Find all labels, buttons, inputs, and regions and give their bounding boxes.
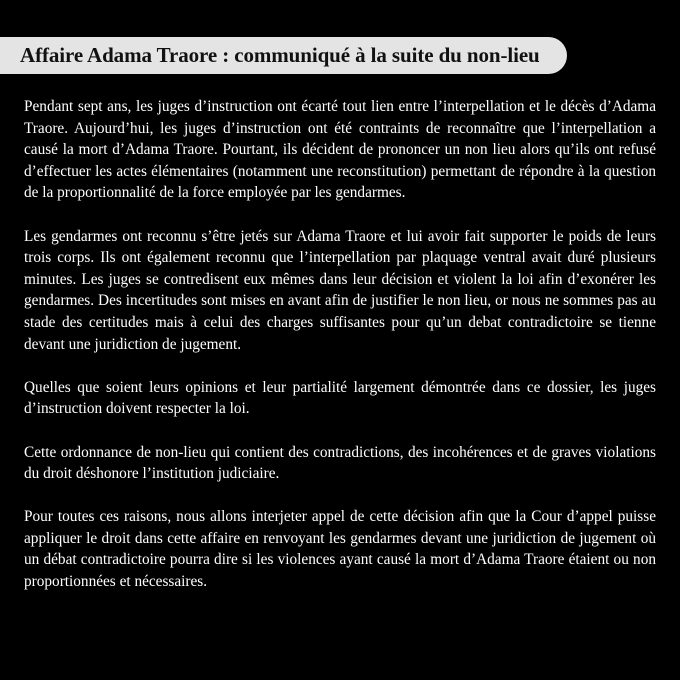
paragraph-2: Les gendarmes ont reconnu s’être jetés sur Adama Traore et lui avoir fait supporter le poids de leurs trois corps. Ils ont également reconnu que l’interpellation par plaquage ventral avait duré plusieurs minutes. Les juges se contredisent eux mêmes dans leur décision et violent la loi afin d’exonérer les gendarmes. Des incertitudes sont mises en avant afin de justifier le non lieu, or nous ne sommes pas au stade des certitudes mais à celui des charges suffisantes pour qu’un debat contradictoire se tienne devant une juridiction de jugement. — [24, 227, 656, 353]
statement-body — [24, 96, 656, 614]
page-title: Affaire Adama Traore : communiqué à la suite du non-lieu — [20, 43, 540, 67]
paragraph-4: Cette ordonnance de non-lieu qui contient des contradictions, des incohérences et de graves violations du droit déshonore l’institution judiciaire. — [24, 443, 656, 483]
paragraph-1: Pendant sept ans, les juges d’instruction ont écarté tout lien entre l’interpellation et le décès d’Adama Traore. Aujourd’hui, les juges d’instruction ont été contraints de reconnaître que l’interpellation a causé la mort d’Adama Traore. Pourtant, ils décident de prononcer un non lieu alors qu’ils ont refusé d’effectuer les actes élémentaires (notamment une reconstitution) permettant de répondre à la question de la proportionnalité de la force employée par les gendarmes. — [24, 98, 656, 202]
paragraph-3: Quelles que soient leurs opinions et leur partialité largement démontrée dans ce dossier, les juges d’instruction doivent respecter la loi. — [24, 378, 656, 418]
paragraph-5: Pour toutes ces raisons, nous allons interjeter appel de cette décision afin que la Cour d’appel puisse appliquer le droit dans cette affaire en renvoyant les gendarmes devant une juridiction de jugement où un débat contradictoire pourra dire si les violences ayant causé la mort d’Adama Traore étaient ou non proportionnées et nécessaires. — [24, 508, 656, 591]
title-banner — [0, 37, 567, 74]
